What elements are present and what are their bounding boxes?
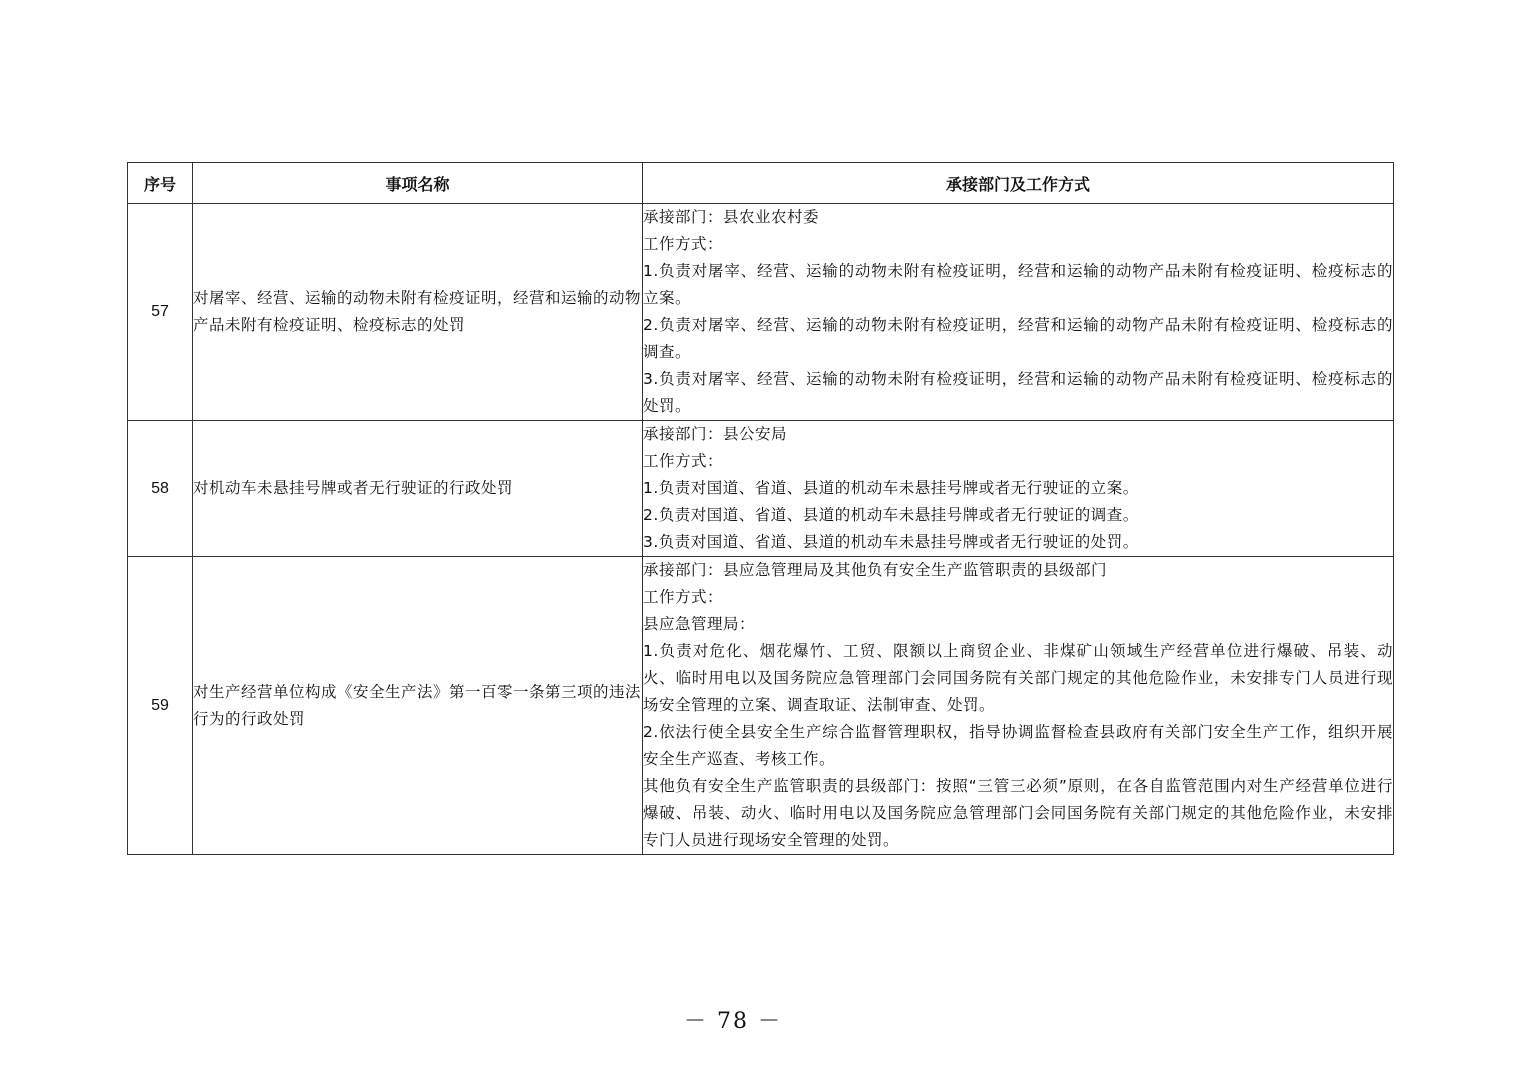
row-number: 59 xyxy=(128,557,193,855)
dept-line: 1.负责对危化、烟花爆竹、工贸、限额以上商贸企业、非煤矿山领域生产经营单位进行爆破、吊装、动火、临时用电以及国务院应急管理部门会同国务院有关部门规定的其他危险作业，未安排专门人员进行现场安全管理的立案、调查取证、法制审查、处罚。 xyxy=(643,642,1393,714)
dept-line: 1.负责对屠宰、经营、运输的动物未附有检疫证明，经营和运输的动物产品未附有检疫证明、检疫标志的立案。 xyxy=(643,262,1393,307)
items-table xyxy=(127,162,1394,855)
dept-line: 其他负有安全生产监管职责的县级部门：按照“三管三必须”原则，在各自监管范围内对生产经营单位进行爆破、吊装、动火、临时用电以及国务院应急管理部门会同国务院有关部门规定的其他危险作业，未安排专门人员进行现场安全管理的处罚。 xyxy=(643,777,1393,849)
dept-line: 工作方式： xyxy=(643,235,724,253)
header-department-method: 承接部门及工作方式 xyxy=(643,163,1394,204)
dept-line: 2.负责对国道、省道、县道的机动车未悬挂号牌或者无行驶证的调查。 xyxy=(643,506,1139,524)
header-item-name: 事项名称 xyxy=(193,163,643,204)
row-item-name: 对机动车未悬挂号牌或者无行驶证的行政处罚 xyxy=(193,421,643,557)
row-number: 58 xyxy=(128,421,193,557)
dept-line: 县应急管理局： xyxy=(643,615,756,633)
table-row xyxy=(128,204,1394,421)
page-number: － 78 － xyxy=(684,1009,782,1034)
dept-line: 1.负责对国道、省道、县道的机动车未悬挂号牌或者无行驶证的立案。 xyxy=(643,479,1139,497)
table-header-row xyxy=(128,163,1394,204)
dept-line: 2.负责对屠宰、经营、运输的动物未附有检疫证明，经营和运输的动物产品未附有检疫证明、检疫标志的调查。 xyxy=(643,316,1393,361)
table-row xyxy=(128,421,1394,557)
row-item-name: 对生产经营单位构成《安全生产法》第一百零一条第三项的违法行为的行政处罚 xyxy=(193,557,643,855)
table-row xyxy=(128,557,1394,855)
row-number: 57 xyxy=(128,204,193,421)
dept-line: 2.依法行使全县安全生产综合监督管理职权，指导协调监督检查县政府有关部门安全生产工作，组织开展安全生产巡查、考核工作。 xyxy=(643,723,1393,768)
dept-line: 承接部门：县公安局 xyxy=(643,425,788,443)
header-number: 序号 xyxy=(128,163,193,204)
dept-line: 承接部门：县应急管理局及其他负有安全生产监管职责的县级部门 xyxy=(643,561,1108,579)
dept-line: 承接部门：县农业农村委 xyxy=(643,208,820,226)
row-department-method xyxy=(643,204,1394,421)
row-department-method xyxy=(643,557,1394,855)
dept-line: 工作方式： xyxy=(643,588,724,606)
dept-line: 工作方式： xyxy=(643,452,724,470)
dept-line: 3.负责对国道、省道、县道的机动车未悬挂号牌或者无行驶证的处罚。 xyxy=(643,533,1139,551)
row-department-method xyxy=(643,421,1394,557)
row-item-name: 对屠宰、经营、运输的动物未附有检疫证明，经营和运输的动物产品未附有检疫证明、检疫标志的处罚 xyxy=(193,204,643,421)
dept-line: 3.负责对屠宰、经营、运输的动物未附有检疫证明，经营和运输的动物产品未附有检疫证明、检疫标志的处罚。 xyxy=(643,370,1393,415)
